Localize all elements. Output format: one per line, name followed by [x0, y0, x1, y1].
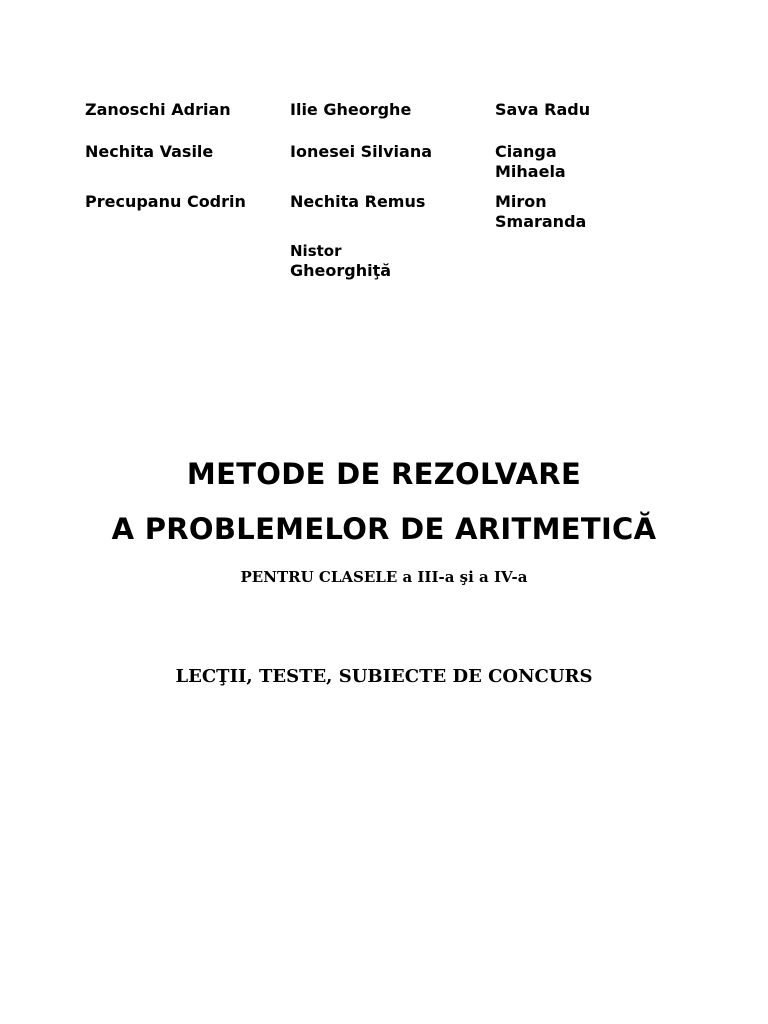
author-cianga-mihaela: [495, 142, 566, 182]
author-nistor-gheorghita: [290, 241, 391, 281]
author-ionesei-silviana: [290, 142, 432, 162]
author-second-line: Mihaela: [495, 162, 566, 181]
author-first-line: Miron: [495, 192, 547, 211]
tagline: LECŢII, TESTE, SUBIECTE DE CONCURS: [175, 666, 593, 687]
author-name: Precupanu Codrin: [85, 192, 246, 211]
author-first-line: Nistor: [290, 242, 342, 260]
author-name: Nechita Remus: [290, 192, 426, 211]
title-line-2: A PROBLEMELOR DE ARITMETICĂ: [111, 512, 657, 546]
author-first-line: Sava Radu: [495, 100, 591, 119]
author-name: Nechita Vasile: [85, 142, 214, 161]
author-zanoschi-adrian: [85, 100, 231, 120]
author-name: Ilie Gheorghe: [290, 100, 412, 119]
subtitle: PENTRU CLASELE a III-a şi a IV-a: [240, 568, 528, 586]
author-second-line: Gheorghiţă: [290, 261, 392, 280]
author-ilie-gheorghe: [290, 100, 411, 120]
author-precupanu-codrin: [85, 192, 246, 212]
author-nechita-remus: [290, 192, 425, 212]
author-second-line: Smaranda: [495, 212, 587, 231]
author-name: Ionesei Silviana: [290, 142, 433, 161]
author-name: Zanoschi Adrian: [85, 100, 231, 119]
author-first-line: Cianga: [495, 142, 557, 161]
author-sava-radu: [495, 100, 590, 120]
author-nechita-vasile: [85, 142, 213, 162]
title-line-1: METODE DE REZOLVARE: [186, 457, 582, 491]
author-miron-smaranda: [495, 192, 586, 232]
